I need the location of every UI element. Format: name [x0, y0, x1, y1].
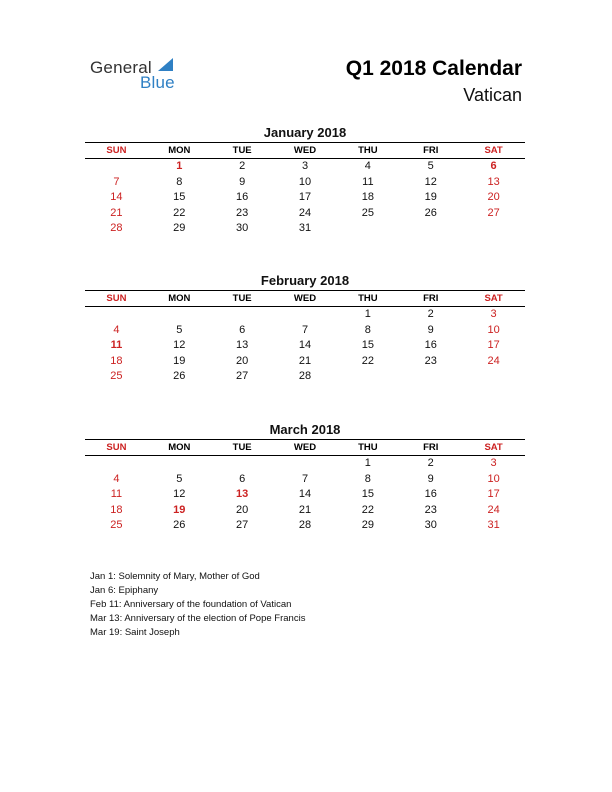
day-header-tue: TUE	[232, 293, 252, 304]
day-cell: 27	[236, 519, 249, 532]
day-header-sun: SUN	[106, 442, 127, 453]
week-row	[85, 323, 525, 339]
day-header-sat: SAT	[484, 293, 503, 304]
day-header-mon: MON	[168, 293, 191, 304]
day-cell: 9	[427, 323, 434, 336]
day-cell: 22	[361, 503, 374, 516]
day-header-thu: THU	[358, 442, 378, 453]
day-cell: 22	[361, 354, 374, 367]
country-name: Vatican	[463, 85, 522, 105]
day-header-thu: THU	[358, 145, 378, 156]
day-cell: 23	[236, 206, 249, 219]
day-header-sat: SAT	[484, 442, 503, 453]
month-march	[85, 422, 525, 534]
day-header-wed: WED	[293, 442, 317, 453]
empty-day-cell	[85, 456, 148, 472]
day-cell: 2	[427, 308, 434, 320]
day-header-mon: MON	[168, 442, 191, 453]
day-header-wed: WED	[293, 293, 317, 304]
day-cell: 17	[487, 339, 500, 352]
day-cell: 15	[361, 339, 374, 352]
day-header-fri: FRI	[423, 293, 439, 304]
day-cell: 20	[236, 503, 249, 516]
day-cell: 1	[176, 160, 183, 172]
day-cell: 20	[487, 191, 500, 204]
day-header-tue: TUE	[232, 442, 252, 453]
week-row	[85, 456, 525, 472]
week-row	[85, 518, 525, 534]
empty-day-cell	[148, 456, 211, 472]
day-header-sun: SUN	[106, 293, 127, 304]
holiday-item: Mar 19: Saint Joseph	[90, 627, 180, 638]
month-title: January 2018	[263, 125, 347, 140]
day-cell: 27	[487, 206, 500, 219]
day-cell: 27	[236, 370, 249, 383]
day-cell: 28	[298, 519, 312, 532]
day-cell: 26	[173, 370, 186, 383]
day-cell: 14	[298, 488, 312, 501]
day-cell: 10	[487, 323, 500, 336]
day-header-fri: FRI	[423, 145, 439, 156]
day-cell: 21	[298, 503, 312, 516]
day-cell: 14	[298, 339, 312, 352]
day-cell: 10	[298, 175, 312, 188]
day-cell: 5	[427, 160, 434, 172]
day-cell: 26	[173, 519, 186, 532]
day-cell: 5	[176, 323, 183, 336]
day-cell: 1	[364, 457, 371, 469]
empty-day-cell	[399, 369, 462, 385]
day-cell: 9	[239, 175, 246, 188]
day-cell: 24	[487, 503, 500, 516]
empty-day-cell	[336, 369, 399, 385]
week-row	[85, 307, 525, 323]
week-row	[85, 206, 525, 222]
day-cell: 1	[364, 308, 371, 320]
empty-day-cell	[85, 159, 148, 175]
week-row	[85, 503, 525, 519]
day-cell: 20	[236, 354, 249, 367]
day-cell: 12	[424, 175, 437, 188]
day-cell: 25	[110, 519, 123, 532]
logo-triangle-icon	[158, 58, 173, 71]
logo	[90, 56, 210, 96]
month-february	[85, 273, 525, 385]
holiday-item: Mar 13: Anniversary of the election of Pope Francis	[90, 613, 306, 624]
day-cell: 16	[424, 488, 437, 501]
day-header-wed: WED	[293, 145, 317, 156]
day-cell: 25	[361, 206, 374, 219]
day-cell: 13	[236, 339, 249, 352]
day-cell: 18	[110, 503, 123, 516]
holiday-item: Jan 6: Epiphany	[90, 585, 159, 596]
day-cell: 24	[487, 354, 500, 367]
day-cell: 8	[364, 472, 371, 485]
logo-blue-text: Blue	[140, 73, 175, 92]
month-title: February 2018	[260, 273, 350, 288]
day-header-sat: SAT	[484, 145, 503, 156]
day-cell: 28	[298, 370, 312, 383]
day-cell: 12	[173, 488, 186, 501]
day-cell: 3	[301, 160, 309, 172]
month-january	[85, 125, 525, 237]
empty-day-cell	[462, 369, 525, 385]
empty-day-cell	[274, 456, 337, 472]
day-cell: 25	[110, 370, 123, 383]
empty-day-cell	[148, 307, 211, 323]
day-cell: 4	[113, 323, 120, 336]
day-cell: 6	[490, 160, 497, 172]
day-cell: 11	[110, 339, 123, 352]
day-header-row	[85, 290, 525, 307]
day-cell: 17	[298, 191, 312, 204]
day-cell: 28	[110, 222, 123, 235]
day-cell: 16	[424, 339, 437, 352]
day-cell: 24	[298, 206, 312, 219]
day-cell: 11	[110, 488, 123, 501]
day-cell: 19	[173, 354, 186, 367]
week-row	[85, 472, 525, 488]
day-cell: 23	[424, 354, 437, 367]
day-header-sun: SUN	[106, 145, 127, 156]
day-cell: 12	[173, 339, 186, 352]
day-cell: 2	[239, 160, 246, 172]
day-cell: 7	[301, 323, 309, 336]
day-cell: 2	[427, 457, 434, 469]
day-cell: 30	[236, 222, 249, 235]
day-header-thu: THU	[358, 293, 378, 304]
day-cell: 11	[362, 175, 374, 188]
day-cell: 26	[424, 206, 437, 219]
holiday-item: Jan 1: Solemnity of Mary, Mother of God	[90, 571, 260, 582]
day-cell: 3	[490, 308, 497, 320]
week-row	[85, 369, 525, 385]
day-cell: 6	[239, 472, 246, 485]
day-cell: 15	[173, 191, 186, 204]
day-cell: 8	[364, 323, 371, 336]
day-cell: 13	[487, 175, 500, 188]
week-row	[85, 221, 525, 237]
empty-day-cell	[85, 307, 148, 323]
day-cell: 14	[110, 191, 123, 204]
day-cell: 10	[487, 472, 500, 485]
holiday-item: Feb 11: Anniversary of the foundation of Vatican	[90, 599, 292, 610]
week-row	[85, 338, 525, 354]
day-cell: 7	[113, 175, 120, 188]
day-cell: 5	[176, 472, 183, 485]
day-cell: 31	[298, 222, 312, 235]
day-cell: 31	[487, 519, 500, 532]
day-cell: 22	[173, 206, 186, 219]
week-row	[85, 487, 525, 503]
day-cell: 23	[424, 503, 437, 516]
empty-day-cell	[336, 221, 399, 237]
day-cell: 16	[236, 191, 249, 204]
day-cell: 3	[490, 457, 497, 469]
day-cell: 4	[364, 160, 371, 172]
day-header-row	[85, 142, 525, 159]
holiday-list	[90, 570, 530, 640]
day-cell: 21	[110, 206, 123, 219]
week-row	[85, 354, 525, 370]
page-title: Q1 2018 Calendar	[345, 57, 522, 80]
day-cell: 7	[301, 472, 309, 485]
day-header-row	[85, 439, 525, 456]
day-cell: 8	[176, 175, 183, 188]
day-cell: 6	[239, 323, 246, 336]
empty-day-cell	[274, 307, 337, 323]
logo-general-text: General	[90, 58, 152, 77]
day-header-tue: TUE	[232, 145, 252, 156]
day-cell: 21	[298, 354, 312, 367]
day-cell: 9	[427, 472, 434, 485]
week-row	[85, 190, 525, 206]
day-cell: 18	[361, 191, 374, 204]
empty-day-cell	[399, 221, 462, 237]
day-cell: 15	[361, 488, 374, 501]
day-cell: 30	[424, 519, 437, 532]
day-cell: 19	[424, 191, 437, 204]
day-cell: 13	[236, 488, 249, 501]
day-header-fri: FRI	[423, 442, 439, 453]
day-cell: 19	[173, 503, 186, 516]
day-cell: 17	[487, 488, 500, 501]
week-row	[85, 159, 525, 175]
empty-day-cell	[211, 307, 274, 323]
day-cell: 29	[173, 222, 186, 235]
empty-day-cell	[211, 456, 274, 472]
day-header-mon: MON	[168, 145, 191, 156]
month-title: March 2018	[269, 422, 341, 437]
week-row	[85, 175, 525, 191]
day-cell: 18	[110, 354, 123, 367]
day-cell: 29	[361, 519, 374, 532]
day-cell: 4	[113, 472, 120, 485]
empty-day-cell	[462, 221, 525, 237]
